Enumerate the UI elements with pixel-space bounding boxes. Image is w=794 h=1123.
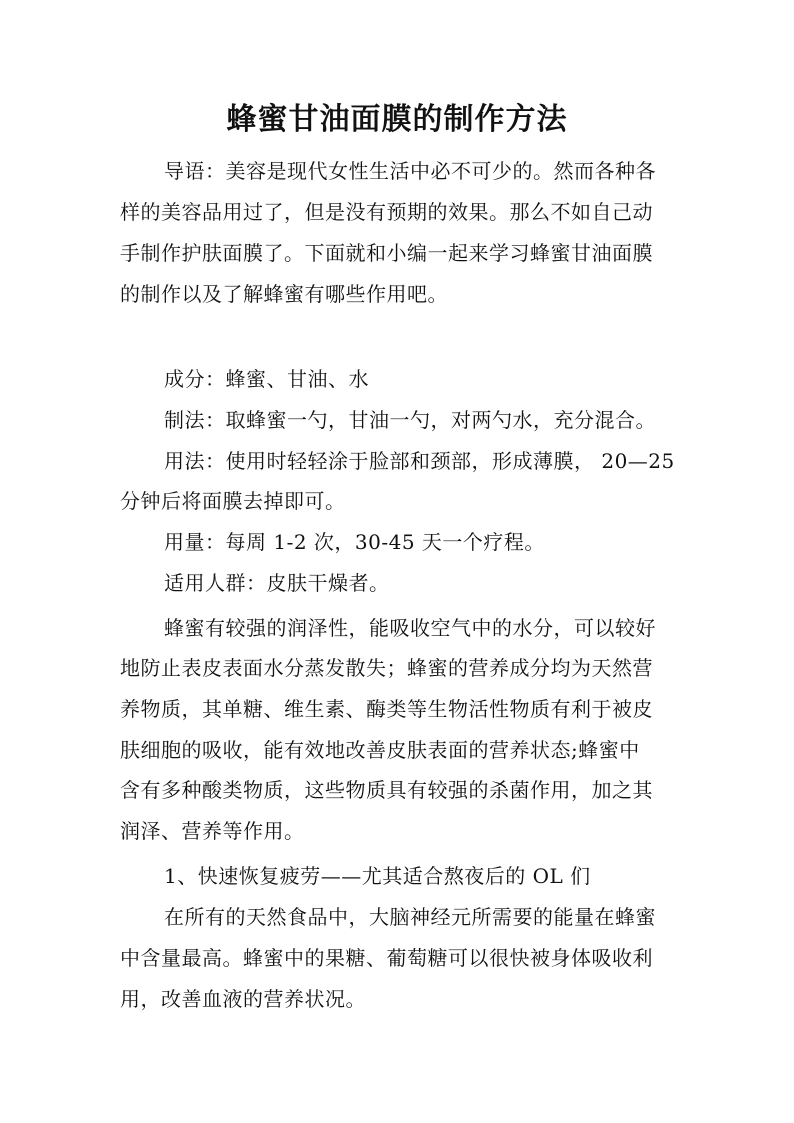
ingredients-line: 成分：蜂蜜、甘油、水 bbox=[164, 367, 369, 391]
intro-line-3: 手制作护肤面膜了。下面就和小编一起来学习蜂蜜甘油面膜 bbox=[120, 241, 653, 265]
usage-line-1: 用法：使用时轻轻涂于脸部和颈部，形成薄膜， 20—25 bbox=[164, 449, 675, 473]
intro-line-2: 样的美容品用过了，但是没有预期的效果。那么不如自己动 bbox=[120, 200, 653, 224]
section1-line-3: 用，改善血液的营养状况。 bbox=[120, 987, 366, 1011]
benefits-line-5: 含有多种酸类物质，这些物质具有较强的杀菌作用，加之其 bbox=[120, 778, 653, 802]
dosage-line: 用量：每周 1-2 次，30-45 天一个疗程。 bbox=[164, 530, 545, 554]
benefits-line-6: 润泽、营养等作用。 bbox=[120, 819, 305, 843]
intro-line-1: 导语：美容是现代女性生活中必不可少的。然而各种各 bbox=[164, 159, 656, 183]
benefits-line-1: 蜂蜜有较强的润泽性，能吸收空气中的水分，可以较好 bbox=[164, 616, 656, 640]
method-line: 制法：取蜂蜜一勺，甘油一勺，对两勺水，充分混合。 bbox=[164, 408, 656, 432]
usage-line-2: 分钟后将面膜去掉即可。 bbox=[120, 489, 346, 513]
section1-line-2: 中含量最高。蜂蜜中的果糖、葡萄糖可以很快被身体吸收利 bbox=[120, 946, 653, 970]
section1-heading: 1、快速恢复疲劳——尤其适合熬夜后的 OL 们 bbox=[164, 864, 591, 888]
intro-line-4: 的制作以及了解蜂蜜有哪些作用吧。 bbox=[120, 282, 448, 306]
benefits-line-3: 养物质，其单糖、维生素、酶类等生物活性物质有利于被皮 bbox=[120, 697, 653, 721]
page-title: 蜂蜜甘油面膜的制作方法 bbox=[226, 102, 568, 137]
benefits-line-2: 地防止表皮表面水分蒸发散失；蜂蜜的营养成分均为天然营 bbox=[120, 656, 653, 680]
benefits-line-4: 肤细胞的吸收，能有效地改善皮肤表面的营养状态;蜂蜜中 bbox=[120, 738, 640, 762]
section1-line-1: 在所有的天然食品中，大脑神经元所需要的能量在蜂蜜 bbox=[164, 905, 656, 929]
suitable-line: 适用人群：皮肤干燥者。 bbox=[164, 571, 390, 595]
